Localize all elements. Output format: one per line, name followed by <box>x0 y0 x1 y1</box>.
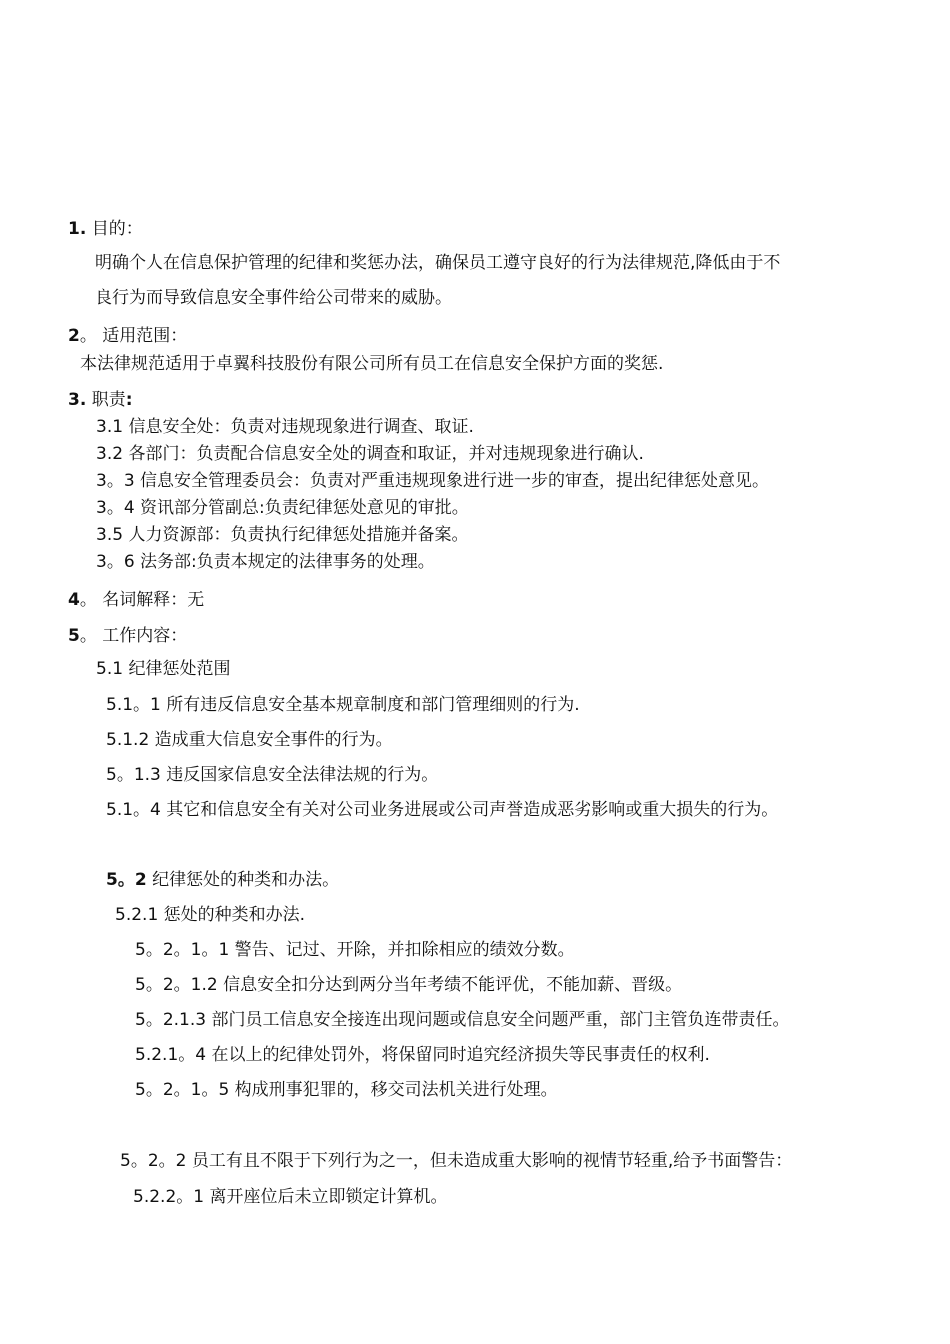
section-3-item: 3.2 各部门：负责配合信息安全处的调查和取证，并对违规现象进行确认. <box>96 444 644 464</box>
section-5-1-heading: 5.1 纪律惩处范围 <box>96 659 231 679</box>
section-2-title: 。 适用范围： <box>79 326 188 346</box>
section-5-2-number: 5。2 <box>106 870 147 890</box>
section-3-item: 3.5 人力资源部：负责执行纪律惩处措施并备案。 <box>96 525 469 545</box>
section-3-item: 3。6 法务部:负责本规定的法律事务的处理。 <box>96 552 435 572</box>
section-5-2-1-item: 5。2。1。5 构成刑事犯罪的，移交司法机关进行处理。 <box>135 1080 558 1100</box>
section-5-2-1-item: 5。2.1.3 部门员工信息安全接连出现问题或信息安全问题严重，部门主管负连带责任。 <box>135 1010 790 1030</box>
section-5-2-2-item: 5.2.2。1 离开座位后未立即锁定计算机。 <box>133 1187 448 1207</box>
section-3-heading <box>68 389 133 411</box>
section-5-1-item: 5.1.2 造成重大信息安全事件的行为。 <box>106 730 393 750</box>
section-3-item: 3。4 资讯部分管副总:负责纪律惩处意见的审批。 <box>96 498 469 518</box>
section-1-paragraph-line-1: 明确个人在信息保护管理的纪律和奖惩办法，确保员工遵守良好的行为法律规范,降低由于不 <box>95 253 781 273</box>
section-5-2-title: 纪律惩处的种类和办法。 <box>146 870 340 890</box>
section-5-2-1-item: 5。2。1.2 信息安全扣分达到两分当年考绩不能评优，不能加薪、晋级。 <box>135 975 683 995</box>
section-1-number: 1. <box>68 219 87 239</box>
section-2-paragraph: 本法律规范适用于卓翼科技股份有限公司所有员工在信息安全保护方面的奖惩. <box>80 354 664 374</box>
section-4-heading <box>68 589 204 611</box>
section-4-title: 。 名词解释：无 <box>79 590 205 610</box>
section-3-item: 3。3 信息安全管理委员会：负责对严重违规现象进行进一步的审查，提出纪律惩处意见。 <box>96 471 770 491</box>
section-4-number: 4 <box>68 590 80 610</box>
section-5-2-1-item: 5.2.1。4 在以上的纪律处罚外，将保留同时追究经济损失等民事责任的权利. <box>135 1045 710 1065</box>
section-5-2-1-heading: 5.2.1 惩处的种类和办法. <box>115 905 306 925</box>
section-1-paragraph-line-2: 良行为而导致信息安全事件给公司带来的威胁。 <box>95 288 452 308</box>
section-5-1-item: 5.1。1 所有违反信息安全基本规章制度和部门管理细则的行为. <box>106 695 580 715</box>
section-3-title: 职责 <box>91 390 126 410</box>
section-1-title: 目的： <box>91 219 143 239</box>
section-5-heading <box>68 625 187 647</box>
section-2-number: 2 <box>68 326 80 346</box>
section-3-item: 3.1 信息安全处：负责对违规现象进行调查、取证. <box>96 417 474 437</box>
section-5-1-item: 5.1。4 其它和信息安全有关对公司业务进展或公司声誉造成恶劣影响或重大损失的行为。 <box>106 800 779 820</box>
section-5-1-item: 5。1.3 违反国家信息安全法律法规的行为。 <box>106 765 439 785</box>
section-3-number: 3. <box>68 390 87 410</box>
section-5-title: 。 工作内容： <box>79 626 188 646</box>
section-2-heading <box>68 325 187 347</box>
section-1-heading <box>68 218 143 240</box>
section-5-number: 5 <box>68 626 80 646</box>
section-5-2-1-item: 5。2。1。1 警告、记过、开除，并扣除相应的绩效分数。 <box>135 940 575 960</box>
section-3-title-colon: : <box>125 390 133 410</box>
section-5-2-heading <box>106 869 339 891</box>
section-5-2-2-heading: 5。2。2 员工有且不限于下列行为之一，但未造成重大影响的视情节轻重,给予书面警告： <box>120 1151 793 1171</box>
